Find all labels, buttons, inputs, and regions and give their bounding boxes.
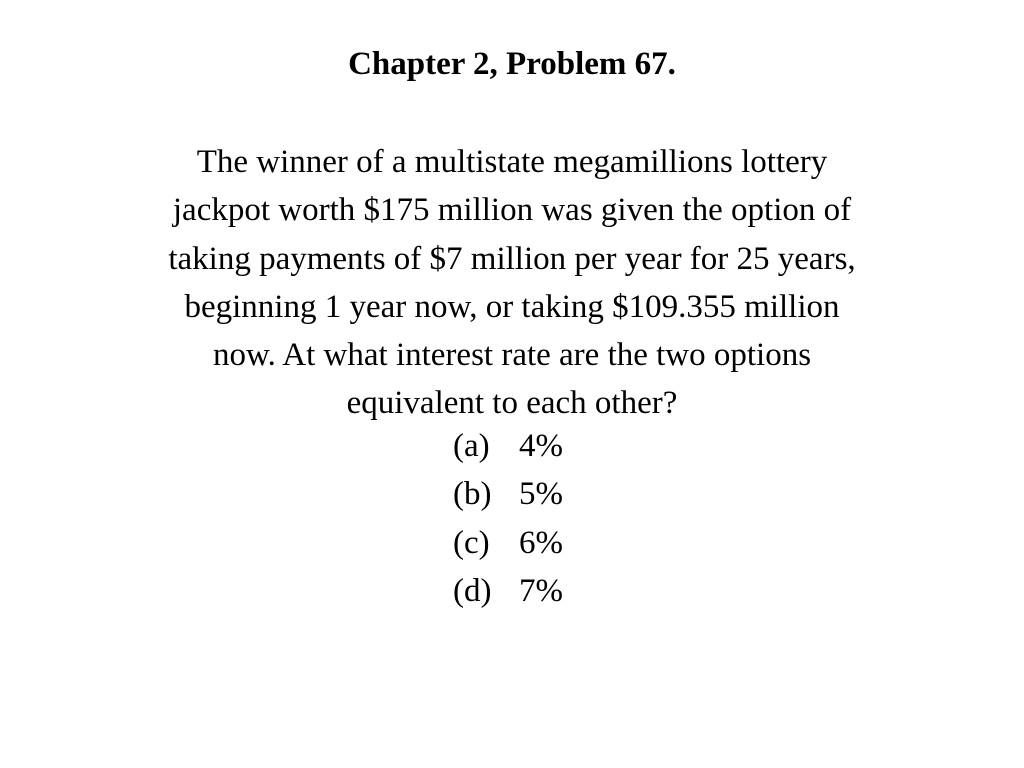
answer-options: [0, 422, 1024, 615]
question-line: now. At what interest rate are the two options: [212, 337, 812, 374]
option-letter: (c): [453, 524, 490, 561]
answer-option-a: [0, 422, 1024, 470]
slide-title: Chapter 2, Problem 67.: [348, 46, 676, 82]
question-line: beginning 1 year now, or taking $109.355 million: [184, 288, 840, 325]
question-line: taking payments of $7 million per year for 25 years,: [168, 240, 856, 277]
answer-option-c: [0, 519, 1024, 567]
question-line: equivalent to each other?: [346, 385, 678, 422]
question-text: [72, 138, 952, 428]
option-letter: (d): [453, 572, 492, 609]
option-value: 5%: [519, 476, 563, 513]
question-line: The winner of a multistate megamillions lottery: [196, 144, 828, 180]
question-line: jackpot worth $175 million was given the option of: [172, 192, 852, 229]
option-value: 6%: [519, 524, 563, 561]
answer-option-b: [0, 470, 1024, 518]
option-letter: (a): [453, 428, 490, 464]
option-letter: (b): [453, 476, 492, 513]
answer-option-d: [0, 567, 1024, 615]
option-value: 4%: [519, 428, 563, 464]
option-value: 7%: [519, 572, 563, 609]
